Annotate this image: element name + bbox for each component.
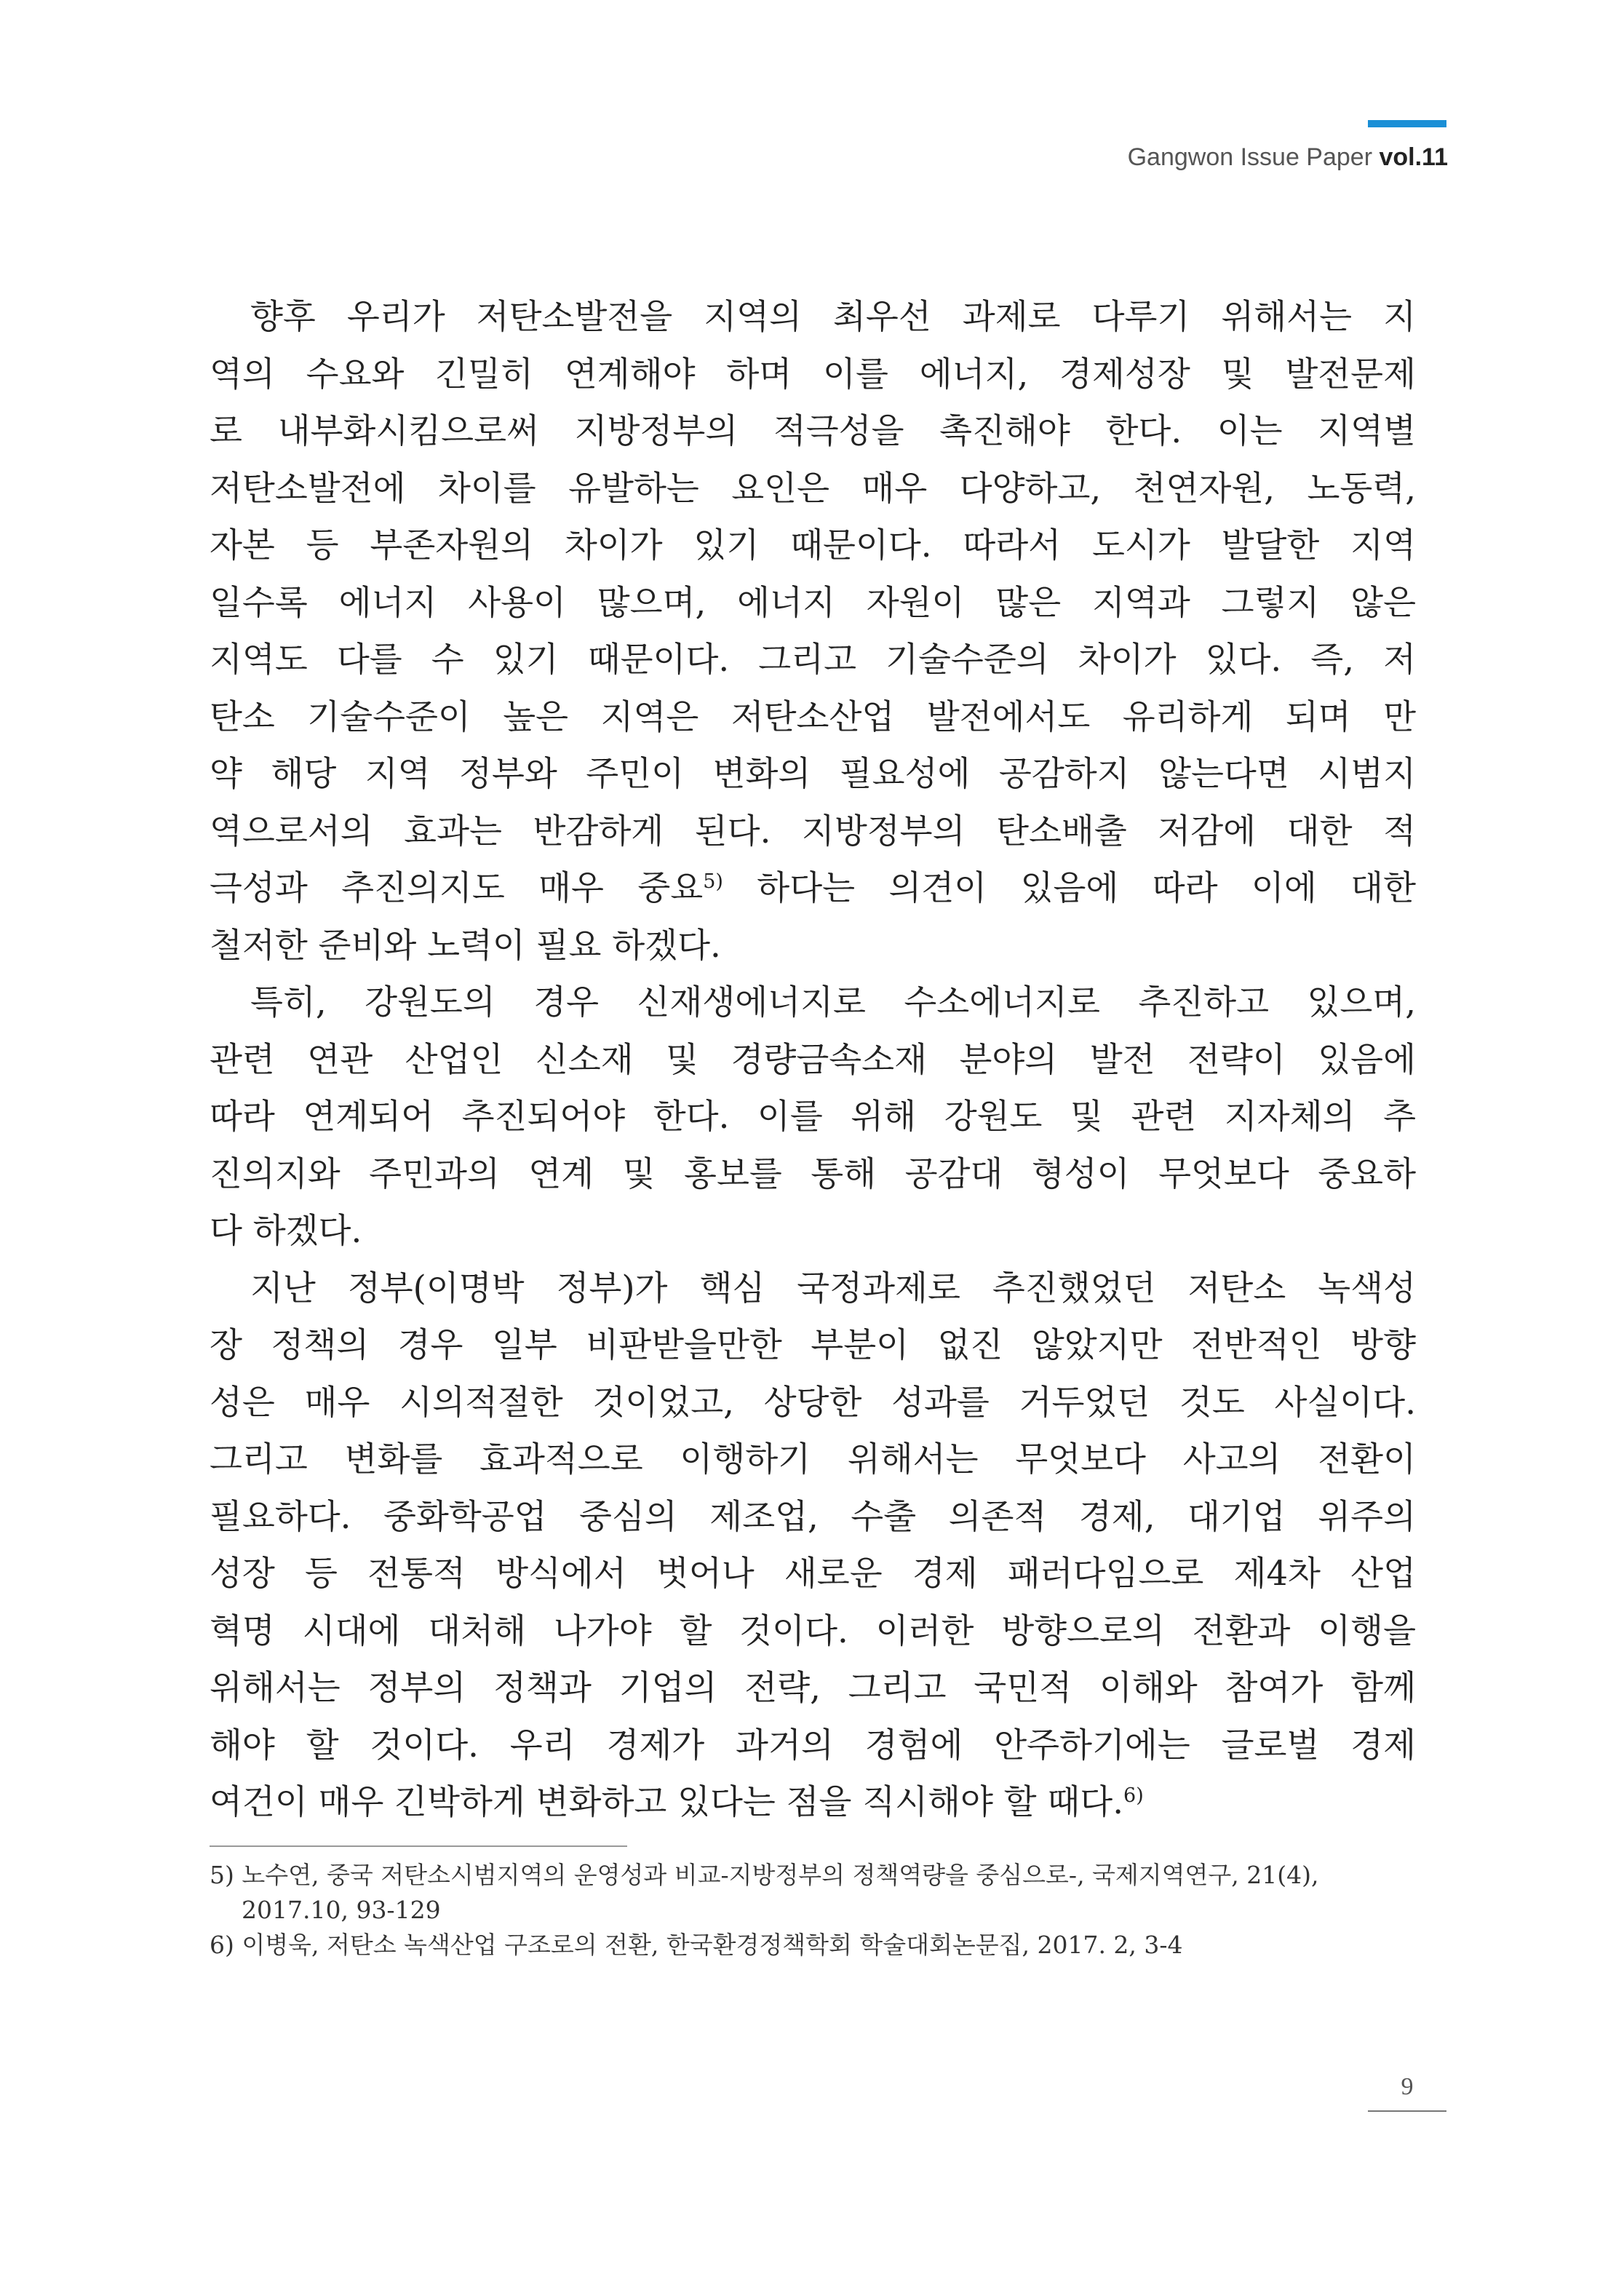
text-line: 해야 할 것이다. 우리 경제가 과거의 경험에 안주하기에는 글로벌 경제 — [210, 1725, 1416, 1765]
text-line: 향후 우리가 저탄소발전을 지역의 최우선 과제로 다루기 위해서는 지 — [250, 297, 1416, 336]
text-line: 위해서는 정부의 정책과 기업의 전략, 그리고 국민적 이해와 참여가 함께 — [210, 1668, 1416, 1707]
paragraph-3 — [210, 1260, 1416, 1831]
text-line: 혁명 시대에 대처해 나가야 할 것이다. 이러한 방향으로의 전환과 이행을 — [210, 1610, 1416, 1650]
text-line: 성장 등 전통적 방식에서 벗어나 새로운 경제 패러다임으로 제4차 산업 — [210, 1554, 1416, 1593]
text-line: 일수록 에너지 사용이 많으며, 에너지 자원이 많은 지역과 그렇지 않은 — [210, 582, 1416, 622]
footnote-5: 5) 노수연, 중국 저탄소시범지역의 운영성과 비교-지방정부의 정책역량을 중심으로-, 국제지역연구, 21(4), — [210, 1861, 1319, 1889]
paragraph-1 — [210, 288, 1416, 974]
text-line: 지역도 다를 수 있기 때문이다. 그리고 기술수준의 차이가 있다. 즉, 저 — [210, 640, 1416, 679]
page-number: 9 — [1401, 2073, 1414, 2100]
text-line: 진의지와 주민과의 연계 및 홍보를 통해 공감대 형성이 무엇보다 중요하 — [210, 1153, 1416, 1193]
text-line: 저탄소발전에 차이를 유발하는 요인은 매우 다양하고, 천연자원, 노동력, — [210, 468, 1416, 508]
text-line: 관련 연관 산업인 신소재 및 경량금속소재 분야의 발전 전략이 있음에 — [210, 1039, 1416, 1079]
line-text: 여건이 매우 긴박하게 변화하고 있다는 점을 직시해야 할 때다. — [210, 1782, 1124, 1821]
text-line: 다 하겠다. — [210, 1211, 362, 1250]
series-title: Gangwon Issue Paper — [1127, 143, 1380, 171]
text-line: 장 정책의 경우 일부 비판받을만한 부분이 없진 않았지만 전반적인 방향 — [210, 1325, 1416, 1364]
text-line: 지난 정부(이명박 정부)가 핵심 국정과제로 추진했었던 저탄소 녹색성 — [250, 1268, 1416, 1308]
footnote-6: 6) 이병욱, 저탄소 녹색산업 구조로의 전환, 한국환경정책학회 학술대회논문집, 2017. 2, 3-4 — [210, 1931, 1183, 1959]
volume-label: vol.11 — [1379, 143, 1448, 171]
text-line — [210, 1773, 1416, 1831]
paragraph-2 — [210, 974, 1416, 1260]
text-line: 역의 수요와 긴밀히 연계해야 하며 이를 에너지, 경제성장 및 발전문제 — [210, 354, 1416, 394]
text-line: 역으로서의 효과는 반감하게 된다. 지방정부의 탄소배출 저감에 대한 적 — [210, 811, 1416, 851]
line-text: 극성과 추진의지도 매우 중요 — [210, 868, 704, 907]
text-line: 따라 연계되어 추진되어야 한다. 이를 위해 강원도 및 관련 지자체의 추 — [210, 1097, 1416, 1136]
header-accent-bar — [1368, 120, 1446, 127]
text-line: 필요하다. 중화학공업 중심의 제조업, 수출 의존적 경제, 대기업 위주의 — [210, 1496, 1416, 1536]
footnote-5-continuation: 2017.10, 93-129 — [242, 1896, 441, 1924]
page-number-rule — [1368, 2110, 1446, 2112]
text-line: 그리고 변화를 효과적으로 이행하기 위해서는 무엇보다 사고의 전환이 — [210, 1439, 1416, 1479]
text-line — [210, 859, 1416, 917]
body-text — [210, 288, 1416, 1831]
text-line: 성은 매우 시의적절한 것이었고, 상당한 성과를 거두었던 것도 사실이다. — [210, 1382, 1416, 1422]
footnotes — [210, 1858, 1416, 1963]
text-line: 약 해당 지역 정부와 주민이 변화의 필요성에 공감하지 않는다면 시범지 — [210, 754, 1416, 793]
text-line: 특히, 강원도의 경우 신재생에너지로 수소에너지로 추진하고 있으며, — [250, 982, 1416, 1022]
running-header — [1128, 141, 1448, 173]
line-text: 하다는 의견이 있음에 따라 이에 대한 — [723, 868, 1416, 907]
text-line: 철저한 준비와 노력이 필요 하겠다. — [210, 925, 721, 965]
footnote-separator — [210, 1845, 627, 1847]
footnote-ref-6[interactable]: 6) — [1123, 1784, 1144, 1807]
text-line: 자본 등 부존자원의 차이가 있기 때문이다. 따라서 도시가 발달한 지역 — [210, 525, 1416, 565]
text-line: 로 내부화시킴으로써 지방정부의 적극성을 촉진해야 한다. 이는 지역별 — [210, 411, 1416, 450]
text-line: 탄소 기술수준이 높은 지역은 저탄소산업 발전에서도 유리하게 되며 만 — [210, 696, 1416, 736]
footnote-ref-5[interactable]: 5) — [703, 870, 723, 893]
